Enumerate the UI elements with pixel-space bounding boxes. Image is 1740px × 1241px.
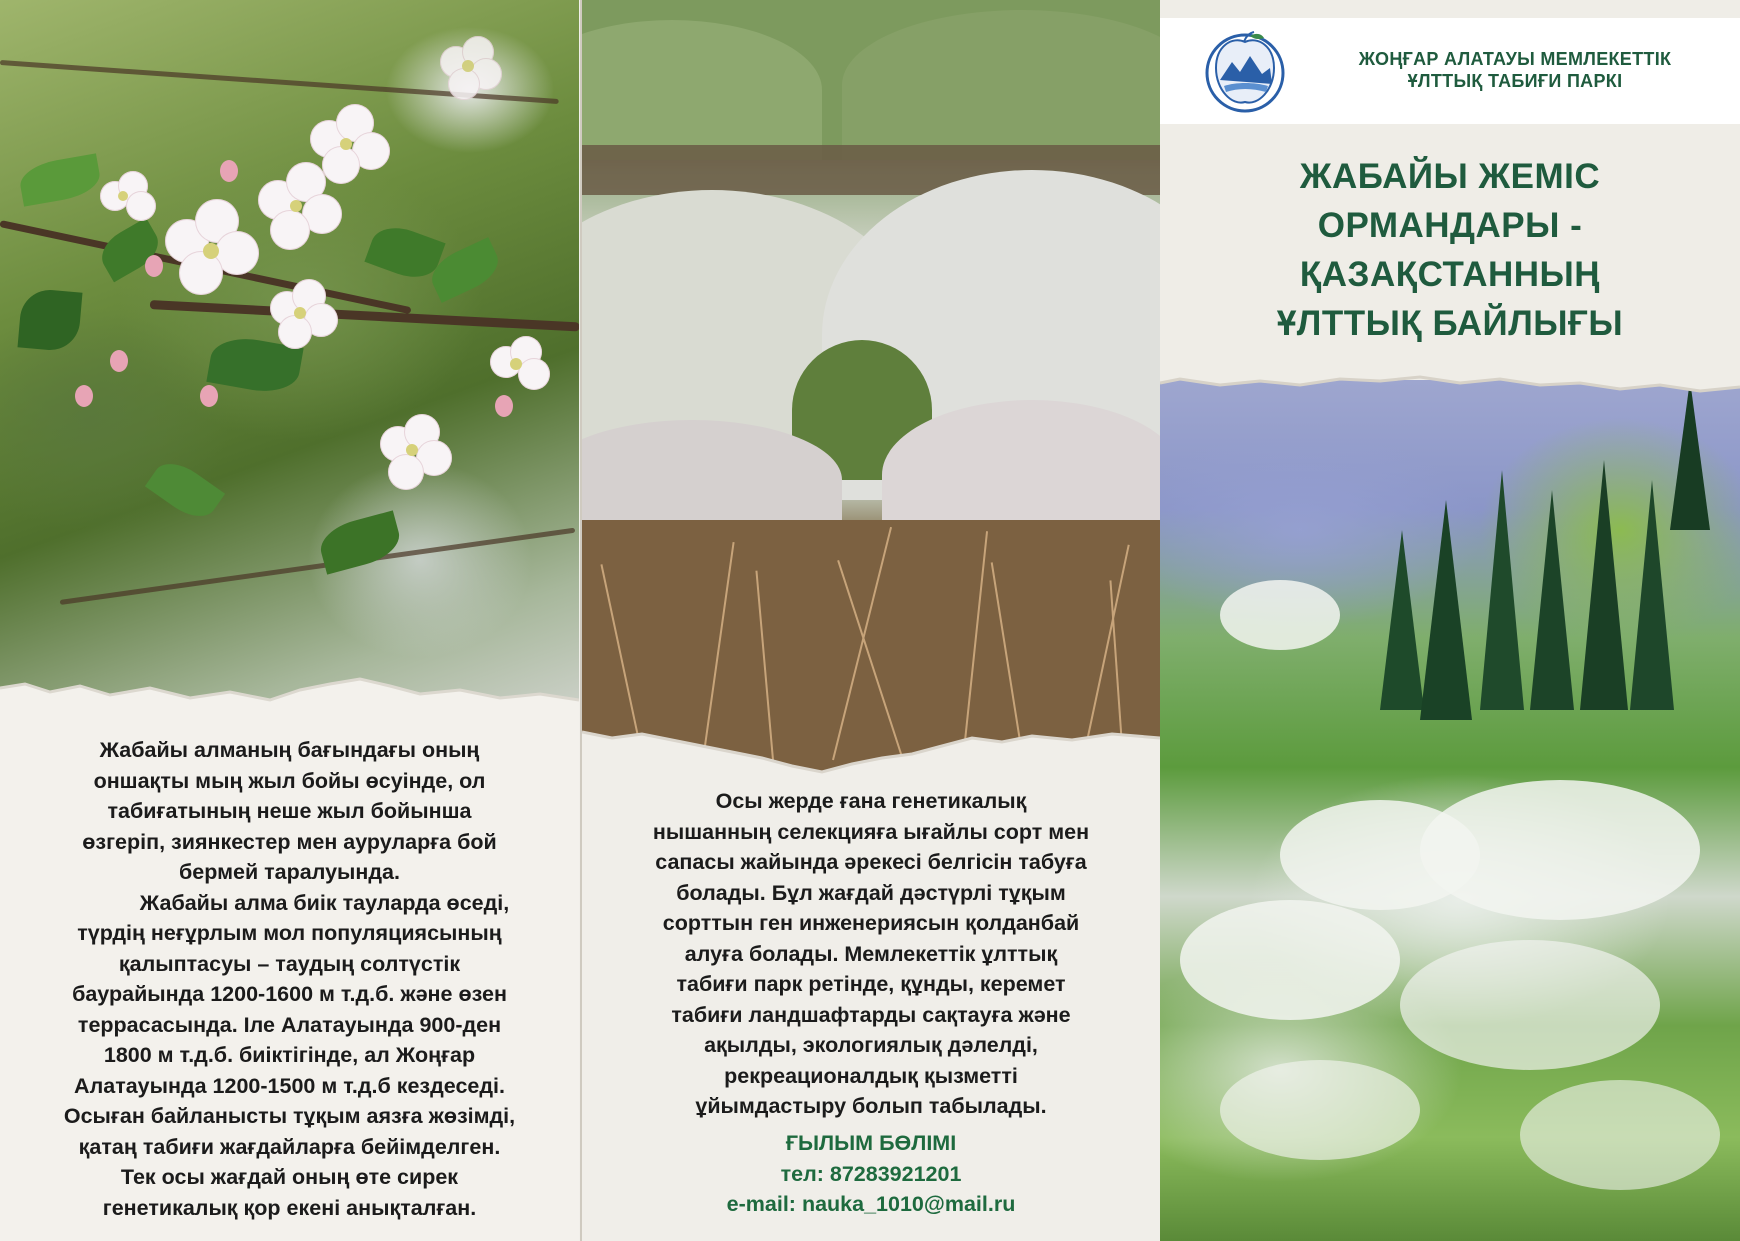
text-line: қалыптасуы – таудың солтүстік [118,951,461,976]
text-line: Жабайы алманың бағындағы оның [99,738,480,762]
left-panel [0,0,579,1241]
text-line: табиғатының неше жыл бойынша [107,799,472,823]
right-panel [1160,0,1740,1241]
title-line: ЖАБАЙЫ ЖЕМІС [1299,157,1601,196]
organization-line: ЖОҢҒАР АЛАТАУЫ МЕМЛЕКЕТТІК [1358,49,1672,69]
title-line: ОРМАНДАРЫ - [1317,206,1583,245]
header-band [1160,18,1740,124]
torn-paper-edge [1160,365,1740,425]
park-logo-icon [1202,28,1288,114]
text-line: оншақты мың жыл бойы өсуінде, ол [93,768,486,793]
text-line: 1800 м т.д.б. биіктігінде, ал Жоңғар [103,1043,476,1067]
blossoming-valley-photo [582,0,1160,780]
text-line: баурайында 1200-1600 м т.д.б. және өзен [72,982,507,1006]
text-line: сапасы жайында әрекесі белгісін табуға [655,850,1087,874]
text-line: Алатауында 1200-1500 м т.д.б кездеседі. [74,1073,505,1098]
text-line: табиғи парк ретінде, құнды, керемет [676,972,1066,996]
page-title [1190,152,1710,348]
title-line: ҚАЗАҚСТАННЫҢ [1299,255,1601,294]
organization-line: ҰЛТТЫҚ ТАБИҒИ ПАРКІ [1407,71,1623,91]
text-line: ақылды, экологиялық дәлелді, [704,1033,1038,1057]
text-line: түрдің неғұрлым мол популяциясының [77,921,502,945]
apple-blossom-photo [0,0,579,720]
title-line: ҰЛТТЫҚ БАЙЛЫҒЫ [1276,304,1624,343]
email-address: e-mail: nauka_1010@mail.ru [726,1192,1016,1216]
text-line: ұйымдастыру болып табылады. [695,1094,1047,1118]
organization-name [1300,48,1730,92]
text-line: өзгеріп, зиянкестер мен ауруларға бой [82,829,497,854]
text-line: генетикалық қор екені анықталған. [102,1195,477,1220]
text-line: қатаң табиғи жағдайларға бейімделген. [78,1134,501,1159]
left-body-text [6,735,573,1223]
mountain-forest-photo [1160,380,1740,1241]
text-line: табиғи ландшафтарды сақтауға және [671,1002,1071,1027]
text-line: Осы жерде ғана генетикалық [715,789,1027,813]
text-line: Осыған байланысты тұқым аязға жөзімді, [63,1104,516,1128]
text-line: бермей таралуында. [179,860,400,884]
department-name: ҒЫЛЫМ БӨЛІМІ [785,1131,957,1155]
text-line: рекреационалдық қызметті [724,1063,1018,1088]
text-line: алуға болады. Мемлекеттік ұлттық [684,941,1058,966]
text-line: болады. Бұл жағдай дәстүрлі тұқым [676,880,1066,905]
phone-number: тел: 87283921201 [780,1161,962,1186]
text-line: Жабайы алма биік тауларда өседі, [139,890,510,915]
contact-block [592,1128,1150,1220]
text-line: сорттын ген инженериясын қолданбай [662,911,1080,935]
text-line: Тек осы жағдай оның өте сирек [120,1165,459,1189]
text-line: террасасында. Іле Алатауында 900-ден [77,1012,502,1037]
middle-panel [580,0,1162,1241]
text-line: нышанның селекцияға ығайлы сорт мен [652,819,1090,844]
middle-body-text [592,786,1150,1122]
